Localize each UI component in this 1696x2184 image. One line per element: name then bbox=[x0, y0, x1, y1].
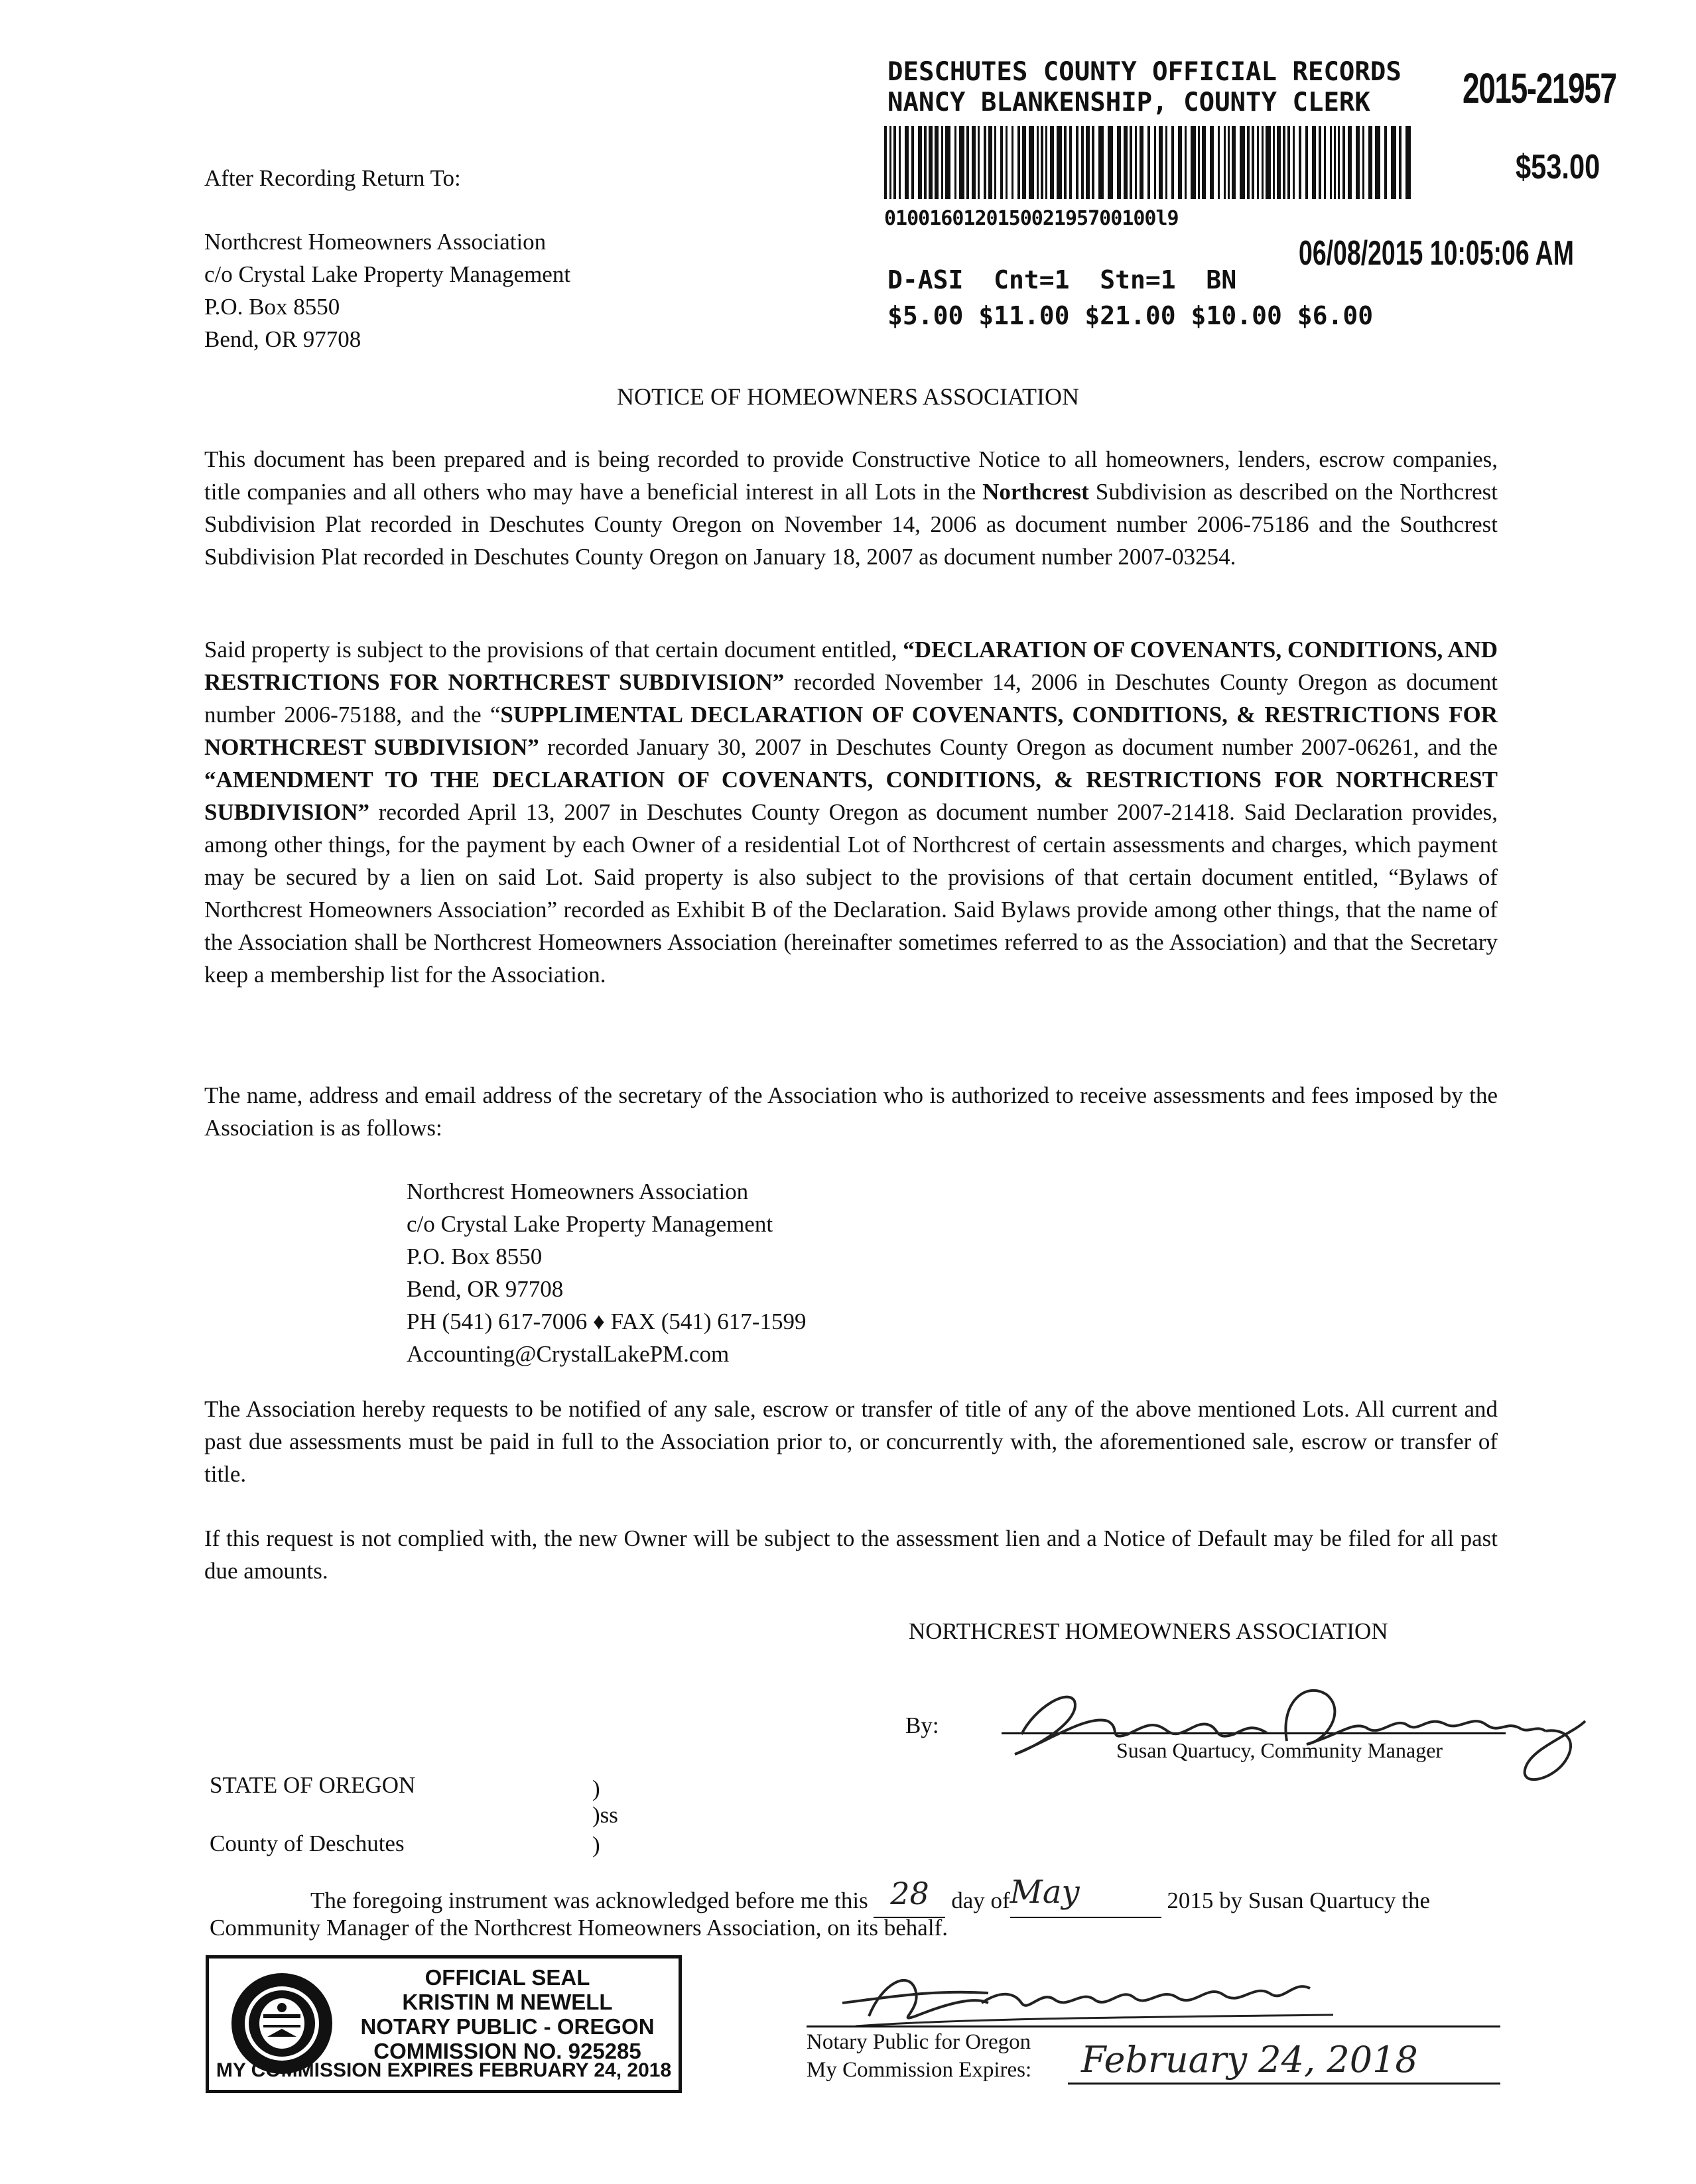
p2-bold-amendment: “AMENDMENT TO THE DECLARATION OF COVENANTS, CONDITIONS, & RESTRICTIONS FOR NORTHCREST SUBDIVISION” bbox=[204, 767, 1498, 825]
p2-text-4: recorded April 13, 2007 in Deschutes County Oregon as document number 2007-21418. Said Declaration provides, among other things, for the payment by each Owner of a residential Lot of Northcrest of certain assessments and charges, which payment may be secured by a lien on said Lot. Said property is also subject to the provisions of that certain document entitled, “Bylaws of Northcrest Homeowners Association” recorded as Exhibit B of the Declaration. Said Bylaws provide among other things, that the name of the Association shall be Northcrest Homeowners Association (hereinafter sometimes referred to as the Association) and that the Secretary keep a membership list for the Association. bbox=[204, 799, 1498, 988]
paragraph-declaration bbox=[204, 633, 1498, 991]
recording-doc-number: 2015-21957 bbox=[1463, 64, 1616, 112]
seal-text bbox=[342, 1965, 673, 2063]
seal-official-seal: OFFICIAL SEAL bbox=[424, 1965, 590, 1990]
venue-county: County of Deschutes bbox=[210, 1831, 405, 1856]
p2-text-2: recorded November 14, 2006 in Deschutes County Oregon as document number 2006-75188, and the “ bbox=[204, 669, 1498, 728]
ack-text-2: day of bbox=[951, 1888, 1010, 1913]
seal-commission-no: COMMISSION NO. 925285 bbox=[373, 2039, 641, 2063]
seal-notary-name: KRISTIN M NEWELL bbox=[402, 1990, 613, 2014]
document-title: NOTICE OF HOMEOWNERS ASSOCIATION bbox=[616, 383, 1080, 410]
paragraph-constructive-notice bbox=[204, 443, 1498, 573]
notary-signature-line bbox=[807, 2025, 1500, 2027]
secretary-line: Bend, OR 97708 bbox=[407, 1276, 564, 1302]
recording-datetime: 06/08/2015 10:05:06 AM bbox=[1299, 234, 1574, 273]
paragraph-secretary-intro bbox=[204, 1079, 1498, 1144]
notary-seal bbox=[206, 1955, 682, 2093]
signature-org: NORTHCREST HOMEOWNERS ASSOCIATION bbox=[909, 1618, 1388, 1644]
secretary-email: Accounting@CrystalLakePM.com bbox=[407, 1341, 730, 1367]
p4-text: The Association hereby requests to be notified of any sale, escrow or transfer of title of any of the above mentioned Lots. All current and past due assessments must be paid in full to the Association prior to, or concurrently with, the aforementioned sale, escrow or transfer of title. bbox=[204, 1396, 1498, 1487]
return-to-line: Bend, OR 97708 bbox=[204, 326, 361, 352]
p1-bold: Northcrest bbox=[982, 479, 1089, 505]
paragraph-notification-request bbox=[204, 1393, 1498, 1490]
venue-ss: )ss bbox=[592, 1802, 618, 1828]
ack-day-value: 28 bbox=[890, 1876, 929, 1911]
recording-office-line1: DESCHUTES COUNTY OFFICIAL RECORDS bbox=[887, 57, 1402, 87]
secretary-line: Northcrest Homeowners Association bbox=[407, 1179, 749, 1204]
ack-text-3: 2015 by Susan Quartucy the bbox=[1167, 1888, 1431, 1913]
secretary-line: c/o Crystal Lake Property Management bbox=[407, 1211, 773, 1237]
p2-text-3: recorded January 30, 2007 in Deschutes County Oregon as document number 2007-06261, and the bbox=[539, 734, 1498, 760]
recording-office bbox=[887, 57, 1402, 118]
recording-fee-total: $53.00 bbox=[1516, 148, 1600, 186]
venue-paren-1: ) bbox=[592, 1775, 600, 1801]
signature-by-label: By: bbox=[905, 1712, 939, 1738]
recording-codes: D-ASI Cnt=1 Stn=1 BN bbox=[887, 265, 1237, 294]
seal-notary-title: NOTARY PUBLIC - OREGON bbox=[360, 2014, 655, 2039]
p1-text-c: Subdivision as described on the Northcrest Subdivision Plat recorded in Deschutes County Oregon on November 14, 2006 as document number 2006-75186 and the Southcrest Subdivision Plat recorded in Deschutes County Oregon on January 18, 2007 as document number 2007-03254. bbox=[204, 479, 1498, 570]
p2-text-1: Said property is subject to the provisions of that certain document entitled, bbox=[204, 637, 903, 663]
return-to-heading: After Recording Return To: bbox=[204, 165, 461, 191]
return-to-line: c/o Crystal Lake Property Management bbox=[204, 261, 571, 287]
paragraph-noncompliance bbox=[204, 1522, 1498, 1587]
secretary-line: P.O. Box 8550 bbox=[407, 1244, 543, 1269]
return-to-line: P.O. Box 8550 bbox=[204, 294, 340, 320]
notary-title: Notary Public for Oregon bbox=[807, 2030, 1031, 2054]
secretary-phone-fax: PH (541) 617-7006 ♦ FAX (541) 617-1599 bbox=[407, 1309, 807, 1334]
seal-expiration: MY COMMISSION EXPIRES FEBRUARY 24, 2018 bbox=[216, 2059, 672, 2081]
p3-text: The name, address and email address of the secretary of the Association who is authorized to receive assessments and fees imposed by the Association is as follows: bbox=[204, 1082, 1498, 1141]
barcode-number: 010016012015002195700100l9 bbox=[884, 207, 1179, 230]
barcode bbox=[884, 126, 1411, 199]
p2-bold-supplemental: SUPPLIMENTAL DECLARATION OF COVENANTS, CONDITIONS, & RESTRICTIONS FOR NORTHCREST SUBDIVISION” bbox=[204, 702, 1498, 760]
venue-paren-2: ) bbox=[592, 1832, 600, 1858]
ack-text-1: The foregoing instrument was acknowledged before me this bbox=[310, 1888, 868, 1913]
recording-fees: $5.00 $11.00 $21.00 $10.00 $6.00 bbox=[887, 301, 1374, 330]
ack-line-2: Community Manager of the Northcrest Homeowners Association, on its behalf. bbox=[210, 1915, 948, 1941]
p2-bold-declaration: “DECLARATION OF COVENANTS, CONDITIONS, AND RESTRICTIONS FOR NORTHCREST SUBDIVISION” bbox=[204, 637, 1498, 695]
ack-month-field bbox=[1010, 1874, 1161, 1918]
return-to-address bbox=[204, 225, 570, 355]
venue-state: STATE OF OREGON bbox=[210, 1772, 416, 1798]
p1-text-a: This document has been prepared and is being recorded to provide Constructive Notice to all homeowners, lenders, escrow companies, title companies and all others who may have a beneficial interest in all Lots in the bbox=[204, 446, 1498, 505]
p5-text: If this request is not complied with, the new Owner will be subject to the assessment lien and a Notice of Default may be filed for all past due amounts. bbox=[204, 1525, 1498, 1584]
signature-signer: Susan Quartucy, Community Manager bbox=[1116, 1738, 1443, 1762]
notary-expires-label: My Commission Expires: bbox=[807, 2058, 1032, 2082]
ack-month-value: May bbox=[1010, 1874, 1080, 1911]
recording-office-line2: NANCY BLANKENSHIP, COUNTY CLERK bbox=[887, 88, 1370, 117]
secretary-address bbox=[407, 1175, 806, 1370]
return-to-line: Northcrest Homeowners Association bbox=[204, 229, 547, 255]
notary-expires-line bbox=[1068, 2083, 1500, 2085]
notary-expires-value: February 24, 2018 bbox=[1081, 2039, 1418, 2081]
